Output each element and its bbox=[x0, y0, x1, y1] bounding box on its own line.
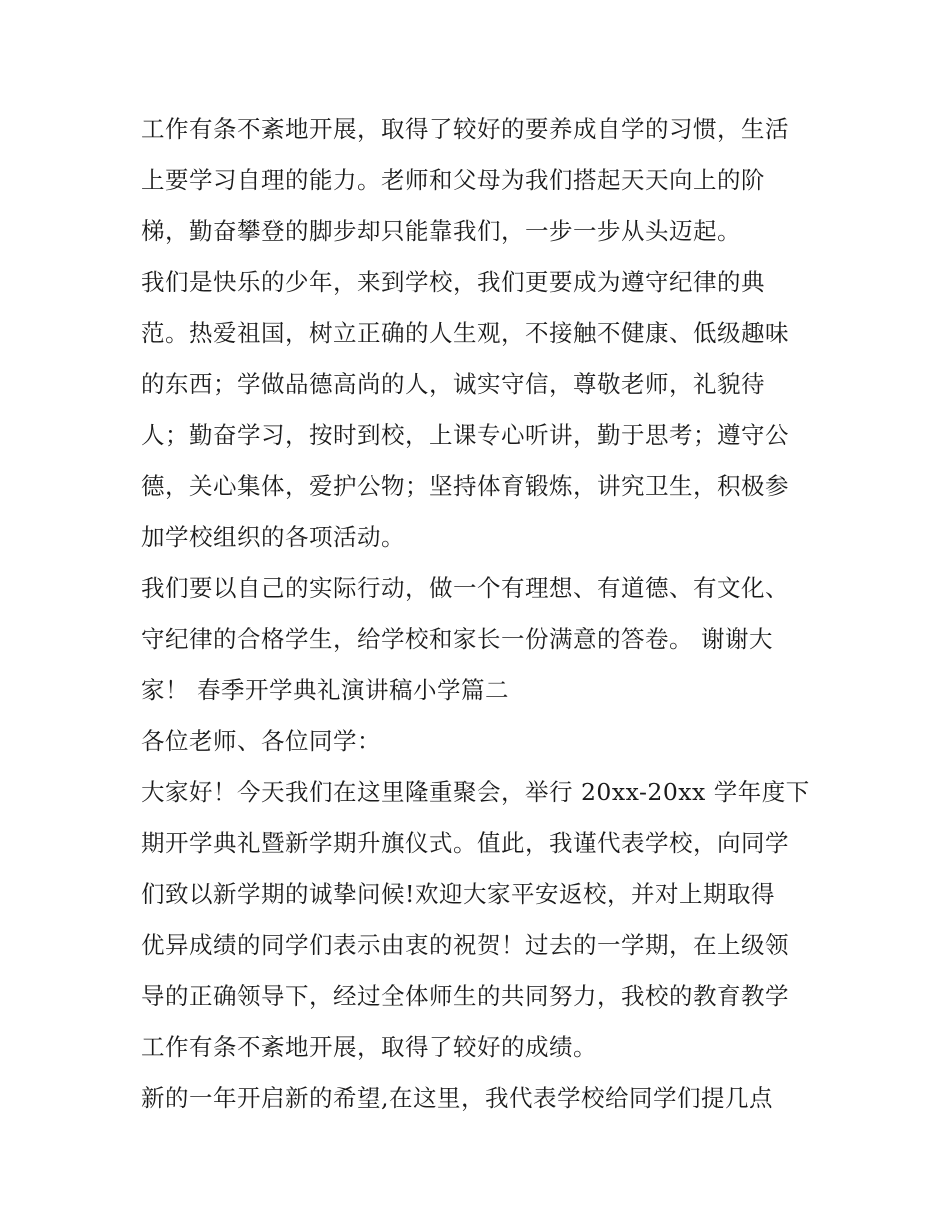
text-line: 工作有条不紊地开展，取得了较好的成绩。 bbox=[141, 1033, 597, 1061]
text-line: 德，关心集体，爱护公物；坚持体育锻炼，讲究卫生，积极参 bbox=[141, 472, 789, 500]
text-line: 上要学习自理的能力。老师和父母为我们搭起天天向上的阶 bbox=[141, 166, 765, 194]
text-line: 梯，勤奋攀登的脚步却只能靠我们，一步一步从头迈起。 bbox=[141, 217, 741, 245]
text-line: 家！ 春季开学典礼演讲稿小学篇二 bbox=[141, 676, 509, 704]
text-line: 的东西；学做品德高尚的人，诚实守信，尊敬老师，礼貌待 bbox=[141, 370, 765, 398]
text-line: 我们要以自己的实际行动，做一个有理想、有道德、有文化、 bbox=[141, 574, 789, 602]
text-line: 加学校组织的各项活动。 bbox=[141, 523, 405, 551]
text-line: 导的正确领导下，经过全体师生的共同努力，我校的教育教学 bbox=[141, 982, 789, 1010]
text-line: 守纪律的合格学生，给学校和家长一份满意的答卷。 谢谢大 bbox=[141, 625, 773, 653]
text-line: 各位老师、各位同学： bbox=[141, 727, 381, 755]
text-line: 优异成绩的同学们表示由衷的祝贺！过去的一学期，在上级领 bbox=[141, 931, 789, 959]
text-line: 我们是快乐的少年，来到学校，我们更要成为遵守纪律的典 bbox=[141, 268, 765, 296]
text-line: 人；勤奋学习，按时到校，上课专心听讲，勤于思考；遵守公 bbox=[141, 421, 789, 449]
document-body bbox=[141, 104, 821, 1124]
text-line: 们致以新学期的诚挚问候!欢迎大家平安返校，并对上期取得 bbox=[141, 880, 775, 908]
text-line: 范。热爱祖国，树立正确的人生观，不接触不健康、低级趣味 bbox=[141, 319, 789, 347]
text-line: 新的一年开启新的希望,在这里，我代表学校给同学们提几点 bbox=[141, 1084, 773, 1112]
text-line: 工作有条不紊地开展，取得了较好的要养成自学的习惯，生活 bbox=[141, 115, 789, 143]
text-line: 期开学典礼暨新学期升旗仪式。值此，我谨代表学校，向同学 bbox=[141, 829, 789, 857]
text-line: 大家好！今天我们在这里隆重聚会，举行 20xx-20xx 学年度下 bbox=[141, 778, 810, 806]
